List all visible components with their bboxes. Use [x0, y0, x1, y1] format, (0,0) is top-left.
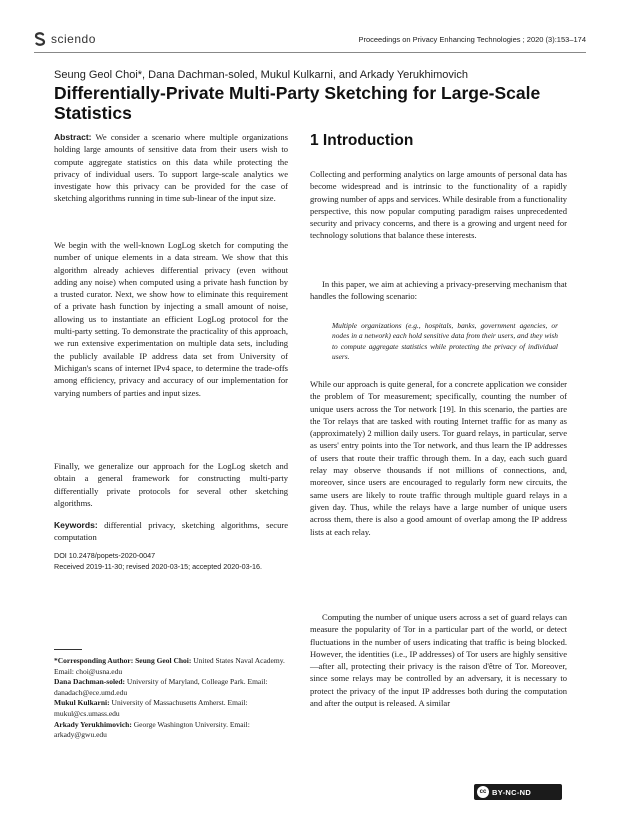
author-list: Seung Geol Choi*, Dana Dachman-soled, Mukul Kulkarni, and Arkady Yerukhimovich [54, 69, 468, 81]
abstract-label: Abstract: [54, 132, 92, 142]
doi: DOI 10.2478/popets-2020-0047 [54, 551, 156, 560]
section-heading: 1 Introduction [310, 132, 414, 149]
keywords: Keywords: differential privacy, sketching algorithms, secure computation [54, 520, 288, 543]
scenario-quote: Multiple organizations (e.g., hospitals, banks, government agencies, or nodes in a network) each hold sensitive data from their users, and they wish to compute aggregate statistics while protecting the privacy of individual users. [332, 321, 558, 362]
logo-text: sciendo [51, 32, 96, 46]
intro-paragraph-1-block [310, 168, 567, 242]
footnote-author-1: *Corresponding Author: Seung Geol Choi: United States Naval Academy. Email: choi@usna.edu [54, 656, 285, 676]
footnote-author-2: Dana Dachman-soled: University of Maryland, Colleage Park. Email: danadach@ece.umd.edu [54, 677, 268, 697]
intro-paragraph-4-block [310, 611, 567, 709]
footnotes [54, 656, 288, 741]
footnote-divider [54, 649, 82, 650]
footnote-author-3: Mukul Kulkarni: University of Massachusetts Amherst. Email: mukul@cs.umass.edu [54, 698, 248, 718]
abstract-paragraph-3: Finally, we generalize our approach for the LogLog sketch and obtain a general framework for constructing multi-party differentially private protocols for several other sketching algorithms. [54, 461, 288, 508]
cc-icon: cc [477, 786, 489, 798]
abstract-paragraph-2: We begin with the well-known LogLog sketch for computing the number of unique elements in a data stream. We show that this algorithm already achieves differential privacy (even without adding any noise) when computed using a private hash function by a trusted curator. Next, we show how to eliminate this requirement of a private hash function by injecting a small amount of noise, allowing us to instantiate an efficient LogLog protocol for the multi-party setting. To demonstrate the practicality of this approach, we run extensive experimentation on multiple data sets, including the publicly available IP address data set from University of Michigan's scans of internet IPv4 space, to determine the trade-offs among efficiency, privacy and accuracy of our implementation for varying numbers of parties and input sizes. [54, 240, 288, 398]
abstract-block [54, 131, 288, 205]
keywords-block [54, 519, 288, 544]
header-divider [34, 52, 586, 53]
received-dates: Received 2019-11-30; revised 2020-03-15; accepted 2020-03-16. [54, 561, 263, 571]
intro-paragraph-2: In this paper, we aim at achieving a privacy-preserving mechanism that handles the following scenario: [310, 279, 567, 302]
license-text: BY-NC-ND [492, 787, 532, 797]
abstract-paragraph-1: Abstract: We consider a scenario where multiple organizations holding large amounts of sensitive data from their users wish to compute aggregate statistics on this data while protecting the privacy of individual users. To support large-scale analytics we investigate how this privacy can be provided for the case of sketching algorithms running in time sub-linear of the input size. [54, 132, 288, 204]
sciendo-logo [34, 32, 96, 46]
publication-info [54, 551, 288, 572]
license-badge[interactable] [474, 784, 562, 800]
intro-paragraph-4: Computing the number of unique users across a set of guard relays can measure the popularity of Tor in a particular part of the world, or detect fluctuations in the number of users indicating that traffic is being blocked. However, the identities (i.e., IP addresses) of Tor users are highly sensitive—after all, protecting their privacy is the raison d'être of Tor. Moreover, since some relays may be controlled by an adversary, it is necessary to protect the privacy of the input IP addresses both during the computation and after the output is released. A similar [310, 612, 567, 709]
abstract-paragraph-3-block [54, 460, 288, 509]
intro-paragraph-3-block [310, 378, 567, 538]
keywords-label: Keywords: [54, 520, 98, 530]
sciendo-logo-icon [34, 32, 46, 46]
intro-paragraph-1: Collecting and performing analytics on large amounts of personal data has become widespread and is intrinsic to the functionality of a rapidly growing number of apps and services. While desirable from a functionality perspective, this now popular computing paradigm raises unprecedented security and privacy concerns, and there is a growing and urgent need for technology solutions that balance these interests. [310, 169, 567, 241]
paper-title: Differentially-Private Multi-Party Sketching for Large-Scale Statistics [54, 83, 541, 123]
abstract-paragraph-2-block [54, 239, 288, 399]
journal-citation: Proceedings on Privacy Enhancing Technologies ; 2020 (3):153–174 [358, 35, 586, 44]
intro-paragraph-3: While our approach is quite general, for a concrete application we consider the problem of Tor measurement; specifically, counting the number of unique users across the Tor network [19]. In this scenario, the parties are the Tor relays that are tasked with routing Internet traffic for as many as (approximately) 2 million daily users. Tor guard relays, in particular, serve as users' entry points into the Tor network, and thus learn the IP addresses of users that route their traffic through them. In a day, each such guard relay may observe thousands if not millions of connections, and, moreover, since users are encouraged to regularly form new circuits, the same users are likely to route traffic through multiple guard relays in a given day. Thus, while the relays have a large number of unique users across them, there is also a good amount of overlap among the IP address lists at each relay. [310, 379, 567, 537]
intro-paragraph-2-block [310, 278, 567, 303]
footnote-author-4: Arkady Yerukhimovich: George Washington University. Email: arkady@gwu.edu [54, 719, 250, 740]
